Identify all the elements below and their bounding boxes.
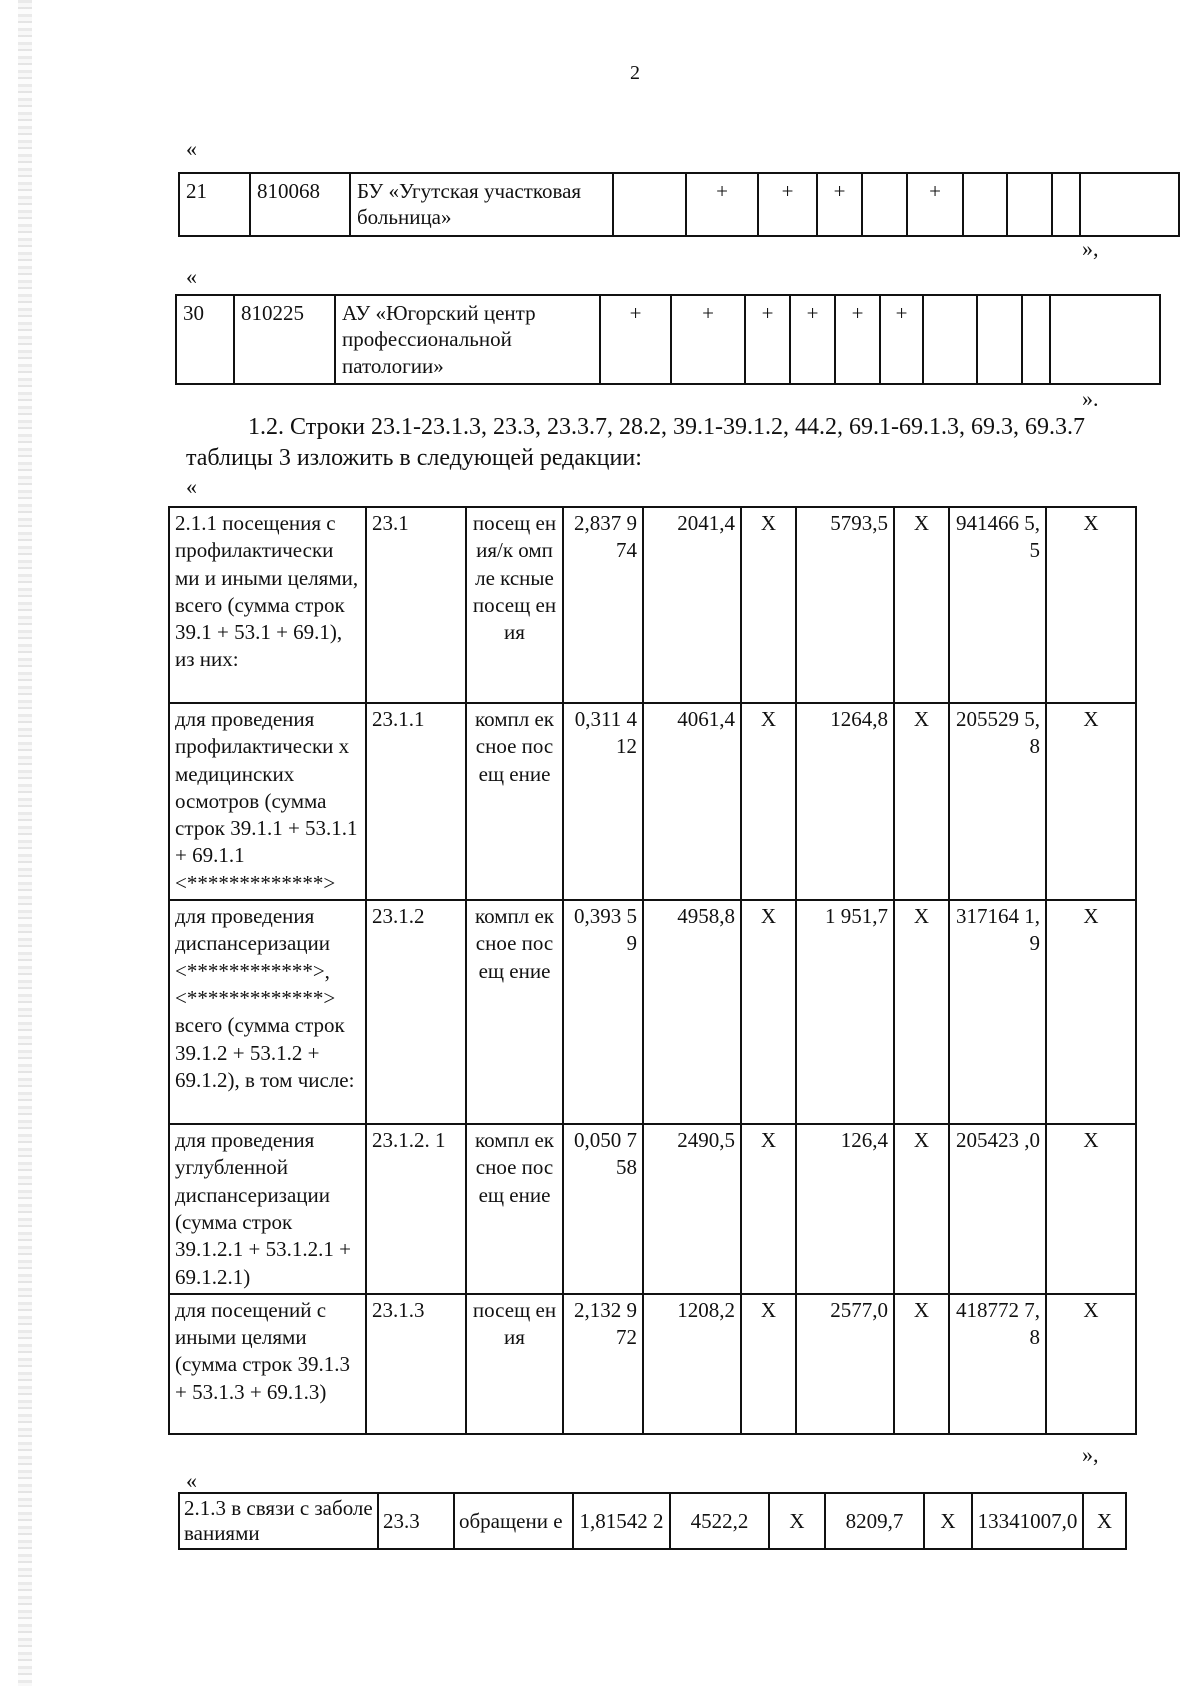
row-value: 2490,5 (643, 1124, 741, 1294)
mark-cell: + (817, 173, 862, 236)
mark-cell: + (835, 295, 880, 384)
table-main (168, 506, 1137, 1435)
org-code: 810225 (234, 295, 335, 384)
mark-cell: + (600, 295, 671, 384)
quote-open-last: « (186, 1468, 197, 1493)
quote-close-b: ». (1082, 386, 1099, 411)
table-row (169, 507, 1136, 703)
row-value: 205423 ,0 (949, 1124, 1046, 1294)
row-code: 23.1.3 (366, 1294, 466, 1434)
mark-cell (1050, 295, 1160, 384)
mark-cell (923, 295, 977, 384)
mark-cell (977, 295, 1022, 384)
row-num: 30 (176, 295, 234, 384)
row-unit: компл ексное посещ ение (466, 1124, 563, 1294)
row-value: 0,311 412 (563, 703, 643, 900)
mark-cell (1007, 173, 1052, 236)
row-value: 1208,2 (643, 1294, 741, 1434)
row-value: 0,050 758 (563, 1124, 643, 1294)
row-name: 2.1.3 в связи с заболеваниями (179, 1493, 378, 1549)
row-num: 21 (179, 173, 250, 236)
mark-cell: + (880, 295, 923, 384)
table-row (169, 900, 1136, 1124)
row-unit: компл ексное посещ ение (466, 900, 563, 1124)
row-x: X (741, 1294, 796, 1434)
row-x: X (894, 507, 949, 703)
mark-cell: + (671, 295, 745, 384)
row-value: 4522,2 (670, 1493, 769, 1549)
row-x: X (894, 703, 949, 900)
org-name: АУ «Югорский центр профессиональной патологии» (335, 295, 600, 384)
row-value: 4061,4 (643, 703, 741, 900)
row-value: 1,81542 2 (573, 1493, 670, 1549)
row-x: X (1083, 1493, 1126, 1549)
row-code: 23.1.2 (366, 900, 466, 1124)
mark-cell (1052, 173, 1080, 236)
row-x: X (741, 507, 796, 703)
row-unit: посещ ения (466, 1294, 563, 1434)
row-code: 23.1.1 (366, 703, 466, 900)
table-fragment-last (178, 1492, 1127, 1550)
row-value: 13341007,0 (972, 1493, 1083, 1549)
mark-cell: + (790, 295, 835, 384)
mark-cell: + (907, 173, 963, 236)
row-x: X (741, 900, 796, 1124)
row-x: X (741, 703, 796, 900)
row-value: 2,132 972 (563, 1294, 643, 1434)
mark-cell: + (745, 295, 790, 384)
row-x: X (1046, 507, 1136, 703)
row-value: 418772 7,8 (949, 1294, 1046, 1434)
table-fragment-b (175, 294, 1161, 385)
row-value: 126,4 (796, 1124, 894, 1294)
table-row (169, 1124, 1136, 1294)
row-value: 1264,8 (796, 703, 894, 900)
mark-cell (1022, 295, 1050, 384)
table-row (179, 1493, 1126, 1549)
mark-cell (862, 173, 907, 236)
row-unit: обращени е (454, 1493, 573, 1549)
row-code: 23.3 (378, 1493, 454, 1549)
row-x: X (741, 1124, 796, 1294)
row-name: для проведения углубленной диспансеризации (сумма строк 39.1.2.1 + 53.1.2.1 + 69.1.2.1) (169, 1124, 366, 1294)
row-x: X (894, 900, 949, 1124)
mark-cell: + (758, 173, 817, 236)
row-name: для проведения диспансеризации <************>, <*************> всего (сумма строк 39.1.2 + 53.1.2 + 69.1.2), в том числе: (169, 900, 366, 1124)
row-unit: посещ ения/к омпле ксные посещ ения (466, 507, 563, 703)
row-value: 8209,7 (825, 1493, 924, 1549)
quote-close-main: », (1082, 1442, 1099, 1467)
row-x: X (1046, 900, 1136, 1124)
row-code: 23.1 (366, 507, 466, 703)
row-name: для проведения профилактически х медицинских осмотров (сумма строк 39.1.1 + 53.1.1 + 69.1.1 <*************> (169, 703, 366, 900)
mark-cell (1080, 173, 1179, 236)
row-x: X (1046, 703, 1136, 900)
table-row (169, 1294, 1136, 1434)
table-row (169, 703, 1136, 900)
scan-edge-artifact (18, 0, 32, 1686)
quote-open-a: « (186, 136, 197, 161)
quote-open-main: « (186, 474, 197, 499)
row-value: 4958,8 (643, 900, 741, 1124)
row-value: 1 951,7 (796, 900, 894, 1124)
quote-open-b: « (186, 264, 197, 289)
row-x: X (769, 1493, 825, 1549)
row-value: 205529 5,8 (949, 703, 1046, 900)
row-value: 2041,4 (643, 507, 741, 703)
row-x: X (894, 1294, 949, 1434)
org-code: 810068 (250, 173, 350, 236)
row-x: X (924, 1493, 972, 1549)
mark-cell (963, 173, 1007, 236)
quote-close-a: », (1082, 236, 1099, 261)
amendment-paragraph: 1.2. Строки 23.1-23.1.3, 23.3, 23.3.7, 28.2, 39.1-39.1.2, 44.2, 69.1-69.1.3, 69.3, 69.3.7 таблицы 3 изложить в следующей редакции: (186, 414, 1085, 472)
row-x: X (894, 1124, 949, 1294)
row-value: 5793,5 (796, 507, 894, 703)
mark-cell (613, 173, 686, 236)
row-unit: компл ексное посещ ение (466, 703, 563, 900)
org-name: БУ «Угутская участковая больница» (350, 173, 613, 236)
row-value: 317164 1,9 (949, 900, 1046, 1124)
table-row (179, 173, 1179, 236)
row-name: для посещений с иными целями (сумма строк 39.1.3 + 53.1.3 + 69.1.3) (169, 1294, 366, 1434)
row-x: X (1046, 1124, 1136, 1294)
row-code: 23.1.2. 1 (366, 1124, 466, 1294)
table-row (176, 295, 1160, 384)
row-value: 0,393 59 (563, 900, 643, 1124)
row-x: X (1046, 1294, 1136, 1434)
page-number: 2 (630, 62, 640, 84)
row-value: 2577,0 (796, 1294, 894, 1434)
row-value: 941466 5,5 (949, 507, 1046, 703)
table-fragment-a (178, 172, 1180, 237)
row-value: 2,837 974 (563, 507, 643, 703)
mark-cell: + (686, 173, 758, 236)
row-name: 2.1.1 посещения с профилактически ми и иными целями, всего (сумма строк 39.1 + 53.1 + 69.1), из них: (169, 507, 366, 703)
